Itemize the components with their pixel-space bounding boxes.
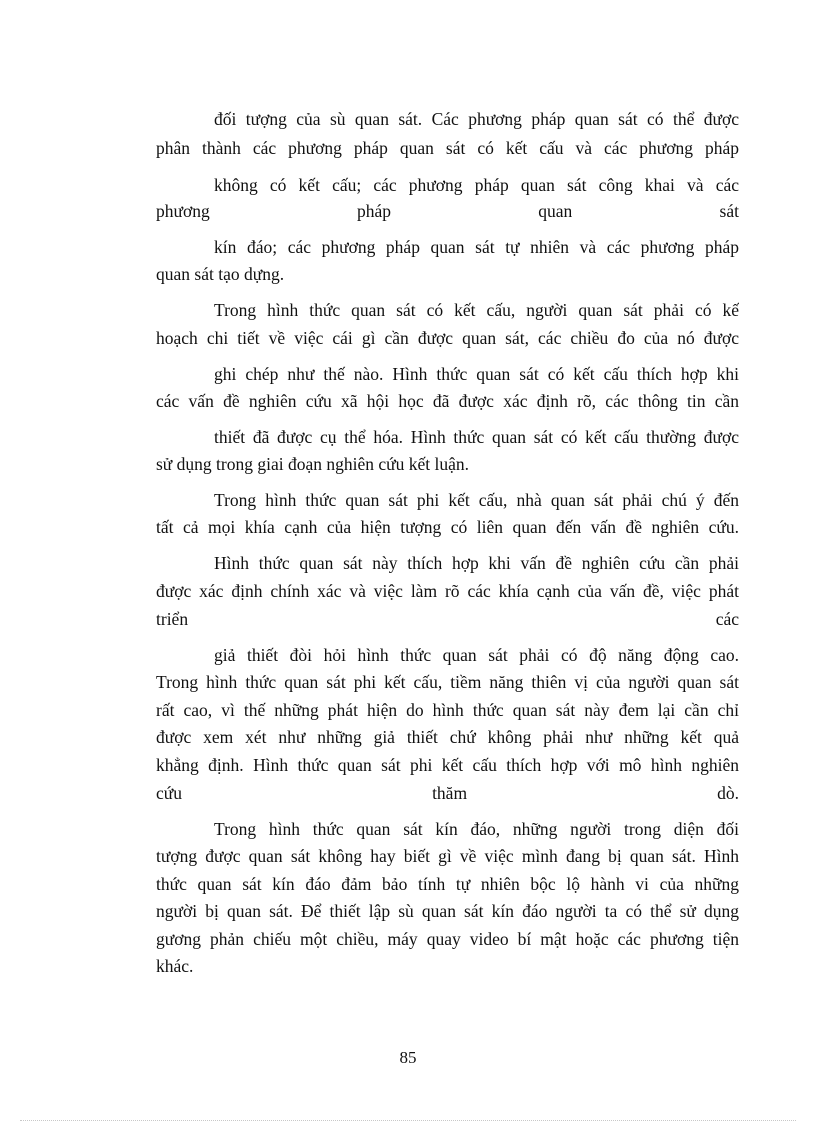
text-line: kín đáo; các phương pháp quan sát tự nhiên và các phương pháp bbox=[214, 237, 739, 257]
text-line: gương phản chiếu một chiều, máy quay video bí mật hoặc các phương tiện bbox=[156, 929, 739, 949]
text-line: sử dụng trong giai đoạn nghiên cứu kết luận. bbox=[156, 454, 470, 474]
text-line: Trong hình thức quan sát phi kết cấu, tiềm năng thiên vị của người quan sát bbox=[156, 672, 739, 692]
text-line: không có kết cấu; các phương pháp quan sát công khai và các bbox=[214, 175, 739, 195]
text-line: ghi chép như thế nào. Hình thức quan sát có kết cấu thích hợp khi bbox=[214, 364, 739, 384]
text-line: Trong hình thức quan sát kín đáo, những người trong diện đối bbox=[214, 819, 739, 839]
text-line: Trong hình thức quan sát phi kết cấu, nhà quan sát phải chú ý đến bbox=[214, 490, 739, 510]
text-line: thiết đã được cụ thể hóa. Hình thức quan sát có kết cấu thường được bbox=[214, 427, 739, 447]
page-number: 85 bbox=[399, 1048, 417, 1067]
text-line: được xác định chính xác và việc làm rõ các khía cạnh của vấn đề, việc phát bbox=[156, 581, 739, 601]
text-line: tất cả mọi khía cạnh của hiện tượng có liên quan đến vấn đề nghiên cứu. bbox=[156, 517, 739, 537]
text-line: phương pháp quan sát bbox=[156, 201, 739, 221]
text-line: phân thành các phương pháp quan sát có kết cấu và các phương pháp bbox=[156, 138, 739, 158]
text-line: hoạch chi tiết về việc cái gì cần được quan sát, các chiều đo của nó được bbox=[156, 328, 739, 348]
text-line: người bị quan sát. Để thiết lập sù quan sát kín đáo người ta có thể sử dụng bbox=[156, 901, 739, 921]
text-line: triển các bbox=[156, 609, 739, 629]
text-line: các vấn đề nghiên cứu xã hội học đã được xác định rõ, các thông tin cần bbox=[156, 391, 739, 411]
text-line: Trong hình thức quan sát có kết cấu, người quan sát phải có kế bbox=[214, 300, 739, 320]
text-line: khác. bbox=[156, 956, 194, 976]
text-line: đối tượng của sù quan sát. Các phương pháp quan sát có thể được bbox=[214, 109, 739, 129]
text-line: giả thiết đòi hỏi hình thức quan sát phải có độ năng động cao. bbox=[214, 645, 739, 665]
text-line: thức quan sát kín đáo đảm bảo tính tự nhiên bộc lộ hành vi của những bbox=[156, 874, 739, 894]
text-line: khẳng định. Hình thức quan sát phi kết cấu thích hợp với mô hình nghiên bbox=[156, 755, 739, 775]
text-line: cứu thăm dò. bbox=[156, 783, 739, 803]
text-line: được xem xét như những giả thiết chứ không phải như những kết quả bbox=[156, 727, 739, 747]
footer-divider bbox=[20, 1120, 796, 1121]
text-line: rất cao, vì thế những phát hiện do hình thức quan sát này đem lại cần chỉ bbox=[156, 700, 739, 720]
text-line: tượng được quan sát không hay biết gì về việc mình đang bị quan sát. Hình bbox=[156, 846, 739, 866]
text-line: quan sát tạo dựng. bbox=[156, 264, 285, 284]
text-line: Hình thức quan sát này thích hợp khi vấn đề nghiên cứu cần phải bbox=[214, 553, 739, 573]
